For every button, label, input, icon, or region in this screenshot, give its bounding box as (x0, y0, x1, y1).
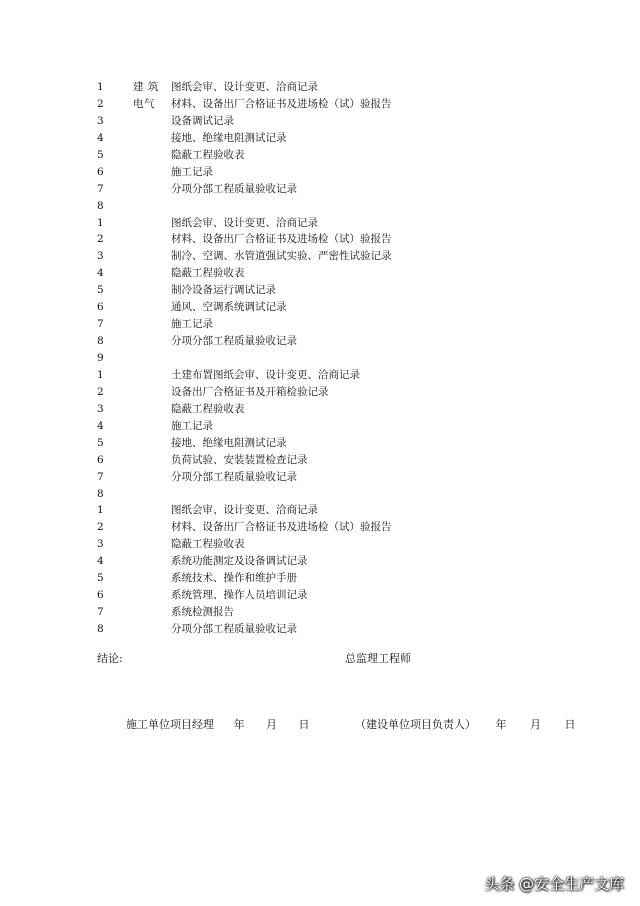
item-number: 6 (97, 301, 104, 314)
list-item (0, 147, 640, 164)
list-item (0, 181, 640, 198)
item-number: 8 (97, 199, 104, 212)
item-number: 5 (97, 148, 104, 161)
item-number: 1 (97, 81, 104, 93)
list-item (0, 604, 640, 621)
list-item (0, 536, 640, 553)
item-number: 7 (97, 318, 104, 331)
list-item (0, 401, 640, 418)
day-label: 日 (298, 718, 310, 731)
year-label: 年 (233, 718, 245, 731)
list-item (0, 265, 640, 282)
item-text: 图纸会审、设计变更、洽商记录 (171, 216, 318, 229)
contractor-manager-label: 施工单位项目经理 (126, 718, 214, 731)
item-number: 8 (97, 335, 104, 348)
item-text: 系统技术、操作和维护手册 (171, 572, 297, 585)
list-item (0, 231, 640, 248)
item-number: 5 (97, 572, 104, 585)
item-number: 7 (97, 470, 104, 483)
item-text: 隐蔽工程验收表 (171, 267, 245, 280)
item-number: 1 (97, 216, 104, 229)
month-label: 月 (266, 718, 277, 731)
item-number: 8 (97, 623, 104, 635)
item-number: 8 (97, 487, 104, 500)
list-item (0, 435, 640, 452)
item-text: 系统功能测定及设备调试记录 (171, 555, 308, 568)
list-item (0, 96, 640, 113)
item-text: 接地、绝缘电阻测试记录 (171, 131, 287, 144)
item-text: 设备调试记录 (171, 114, 234, 127)
list-item (0, 621, 640, 638)
list-item (0, 570, 640, 587)
item-text: 材料、设备出厂合格证书及进场检（试）验报告 (171, 97, 392, 110)
item-number: 1 (97, 368, 104, 381)
item-number: 6 (97, 453, 104, 466)
item-text: 分项分部工程质量验收记录 (171, 623, 297, 635)
item-text: 制冷设备运行调试记录 (171, 284, 276, 297)
item-number: 3 (97, 114, 104, 127)
list-item (0, 113, 640, 130)
item-text: 设备出厂合格证书及开箱检验记录 (171, 385, 329, 398)
list-item (0, 384, 640, 401)
item-number: 7 (97, 606, 104, 619)
item-text: 系统检测报告 (171, 606, 234, 619)
item-text: 分项分部工程质量验收记录 (171, 335, 297, 348)
item-text: 系统管理、操作人员培训记录 (171, 589, 308, 602)
list-item (0, 519, 640, 536)
contractor-signature-line (126, 716, 310, 732)
owner-signature-line (355, 716, 576, 732)
list-item (0, 248, 640, 265)
list-item (0, 282, 640, 299)
list-item (0, 502, 640, 519)
list-item (0, 333, 640, 350)
item-text: 隐蔽工程验收表 (171, 538, 245, 551)
item-text: 材料、设备出厂合格证书及进场检（试）验报告 (171, 233, 392, 246)
list-item (0, 164, 640, 181)
list-item (0, 367, 640, 384)
item-number: 3 (97, 250, 104, 263)
item-number: 5 (97, 436, 104, 449)
item-text: 分项分部工程质量验收记录 (171, 470, 297, 483)
list-item (0, 553, 640, 570)
item-number: 2 (97, 233, 104, 246)
item-number: 4 (97, 555, 104, 568)
item-number: 6 (97, 165, 104, 178)
item-number: 6 (97, 589, 104, 602)
item-number: 3 (97, 538, 104, 551)
records-list (0, 79, 640, 638)
list-item (0, 198, 640, 215)
list-item (0, 350, 640, 367)
item-number: 2 (97, 385, 104, 398)
list-item (0, 215, 640, 232)
owner-label: （建设单位项目负责人） (355, 718, 476, 731)
item-number: 7 (97, 182, 104, 195)
item-text: 制冷、空调、水管道强试实验、严密性试验记录 (171, 250, 392, 263)
item-text: 图纸会审、设计变更、洽商记录 (171, 81, 318, 93)
item-text: 负荷试验、安装装置检查记录 (171, 453, 308, 466)
list-item (0, 418, 640, 435)
item-text: 隐蔽工程验收表 (171, 148, 245, 161)
item-text: 施工记录 (171, 165, 213, 178)
item-text: 图纸会审、设计变更、洽商记录 (171, 504, 318, 517)
item-text: 材料、设备出厂合格证书及进场检（试）验报告 (171, 521, 392, 534)
chief-engineer-label: 总监理工程师 (345, 652, 411, 665)
list-item (0, 469, 640, 486)
item-number: 3 (97, 402, 104, 415)
item-category: 建 筑 (133, 81, 159, 93)
watermark: 头条 @安全生产文库 (484, 875, 624, 893)
list-item (0, 79, 640, 96)
list-item (0, 299, 640, 316)
item-number: 2 (97, 521, 104, 534)
conclusion-label: 结论: (97, 652, 123, 665)
item-number: 1 (97, 504, 104, 517)
list-item (0, 316, 640, 333)
item-text: 施工记录 (171, 318, 213, 331)
list-item (0, 452, 640, 469)
item-text: 接地、绝缘电阻测试记录 (171, 436, 287, 449)
item-number: 2 (97, 97, 104, 110)
day-label: 日 (564, 718, 576, 731)
list-item (0, 486, 640, 503)
item-text: 隐蔽工程验收表 (171, 402, 245, 415)
item-text: 施工记录 (171, 419, 213, 432)
item-category: 电气 (133, 97, 155, 110)
item-number: 4 (97, 131, 104, 144)
list-item (0, 130, 640, 147)
item-number: 4 (97, 267, 104, 280)
year-label: 年 (495, 718, 507, 731)
month-label: 月 (530, 718, 541, 731)
list-item (0, 587, 640, 604)
item-text: 土建布置图纸会审、设计变更、洽商记录 (171, 368, 360, 381)
item-text: 通风、空调系统调试记录 (171, 301, 287, 314)
item-number: 9 (97, 352, 104, 364)
item-text: 分项分部工程质量验收记录 (171, 182, 297, 195)
item-number: 4 (97, 419, 104, 432)
item-number: 5 (97, 284, 104, 297)
